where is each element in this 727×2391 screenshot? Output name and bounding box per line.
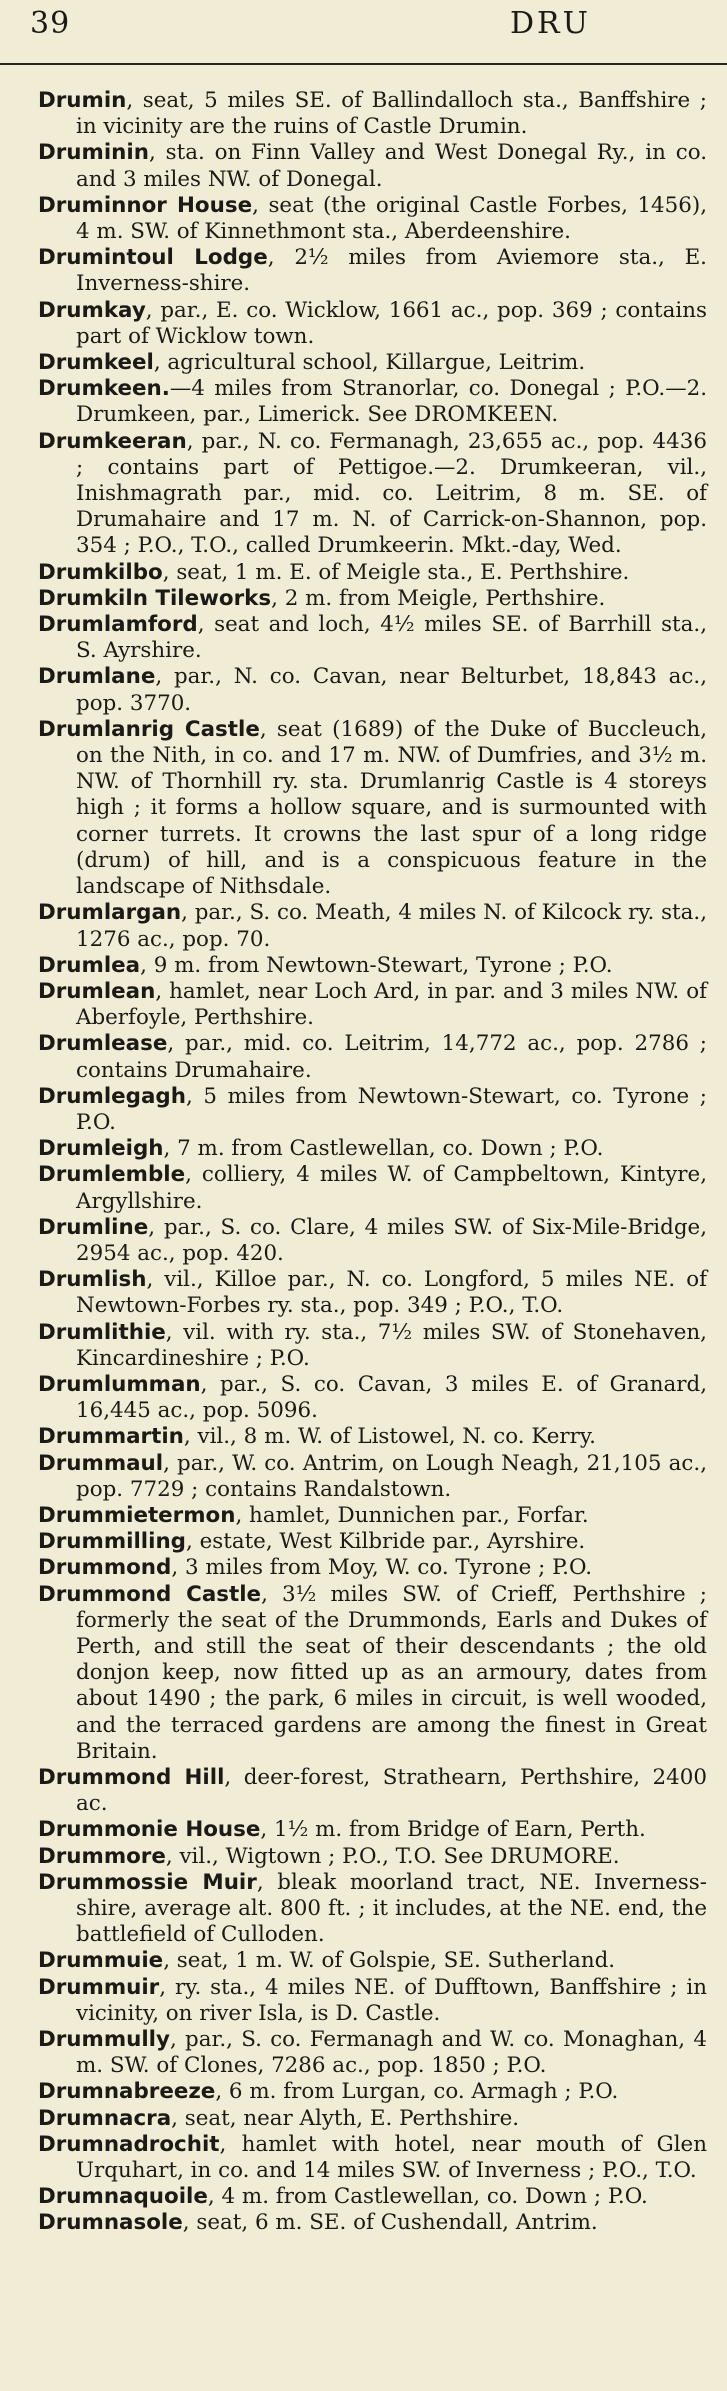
entry-headword: Drummuie bbox=[38, 1948, 164, 1974]
entry-description: , bleak moorland tract, NE. Inverness-shire, average alt. 800 ft. ; it includes, at the NE. end, the battlefield of Culloden. bbox=[76, 1869, 707, 1948]
entry-headword: Drumkeen. bbox=[38, 376, 170, 402]
gazetteer-entry bbox=[38, 953, 707, 979]
entry-headword: Drummilling bbox=[38, 1529, 186, 1555]
gazetteer-entry bbox=[38, 664, 707, 716]
entry-headword: Drumlish bbox=[38, 1267, 147, 1293]
entry-headword: Drumlanrig Castle bbox=[38, 716, 260, 742]
entry-headword: Drumintoul Lodge bbox=[38, 245, 268, 271]
gazetteer-entry bbox=[38, 245, 707, 297]
entry-description: , 9 m. from Newtown-Stewart, Tyrone ; P.O. bbox=[140, 952, 613, 978]
entry-headword: Drumnabreeze bbox=[38, 2079, 216, 2105]
entry-description: , 4 m. from Castlewellan, co. Down ; P.O. bbox=[207, 2184, 648, 2210]
entry-description: , seat, 1 m. W. of Golspie, SE. Sutherland. bbox=[163, 1948, 616, 1974]
running-head: DRU bbox=[510, 6, 591, 41]
entry-list bbox=[38, 88, 707, 2237]
gazetteer-entry bbox=[38, 350, 707, 376]
entry-description: , seat (1689) of the Duke of Buccleuch, on the Nith, in co. and 17 m. NW. of Dumfries, and 3½ m. NW. of Thornhill ry. sta. Drumlanrig Castle is 4 storeys high ; it forms a hollow square, and is surmounted with corner turrets. It crowns the last spur of a long ridge (drum) of hill, and is a conspicuous feature in the landscape of Nithsdale. bbox=[76, 716, 707, 900]
entry-description: , seat and loch, 4½ miles SE. of Barrhill sta., S. Ayrshire. bbox=[76, 612, 707, 664]
header-rule bbox=[0, 63, 727, 65]
entry-headword: Drummaul bbox=[38, 1450, 164, 1476]
entry-headword: Drummonie House bbox=[38, 1817, 261, 1843]
gazetteer-entry bbox=[38, 979, 707, 1031]
entry-description: , par., W. co. Antrim, on Lough Neagh, 21,105 ac., pop. 7729 ; contains Randalstown. bbox=[76, 1450, 707, 1502]
gazetteer-entry bbox=[38, 2184, 707, 2210]
entry-description: , 3½ miles SW. of Crieff, Perthshire ; formerly the seat of the Drummonds, Earls and Dukes of Perth, and still the seat of their descendants ; the old donjon keep, now fitted up as an armoury, dates from about 1490 ; the park, 6 miles in circuit, is well wooded, and the terraced gardens are among the finest in Great Britain. bbox=[76, 1581, 707, 1764]
gazetteer-entry bbox=[38, 2106, 707, 2132]
entry-headword: Drummully bbox=[38, 2027, 170, 2053]
entry-description: , seat (the original Castle Forbes, 1456), 4 m. SW. of Kinnethmont sta., Aberdeenshire. bbox=[76, 192, 707, 245]
entry-description: , seat, 6 m. SE. of Cushendall, Antrim. bbox=[182, 2210, 598, 2236]
entry-description: , par., S. co. Clare, 4 miles SW. of Six-Mile-Bridge, 2954 ac., pop. 420. bbox=[76, 1214, 707, 1266]
entry-description: , seat, 1 m. E. of Meigle sta., E. Perthshire. bbox=[162, 559, 630, 585]
gazetteer-entry bbox=[38, 88, 707, 140]
gazetteer-entry bbox=[38, 2027, 707, 2079]
entry-headword: Drumkay bbox=[38, 297, 146, 323]
gazetteer-entry bbox=[38, 1555, 707, 1581]
page-header bbox=[30, 0, 713, 48]
gazetteer-entry bbox=[38, 612, 707, 664]
gazetteer-entry bbox=[38, 1503, 707, 1529]
entry-description: , deer-forest, Strathearn, Perthshire, 2400 ac. bbox=[76, 1765, 707, 1817]
gazetteer-entry bbox=[38, 1424, 707, 1450]
gazetteer-entry bbox=[38, 140, 707, 192]
entry-description: , par., E. co. Wicklow, 1661 ac., pop. 369 ; contains part of Wicklow town. bbox=[76, 297, 707, 349]
entry-description: , hamlet with hotel, near mouth of Glen Urquhart, in co. and 14 miles SW. of Inverness ; P.O., T.O. bbox=[76, 2131, 707, 2184]
entry-description: , 5 miles from Newtown-Stewart, co. Tyrone ; P.O. bbox=[76, 1083, 707, 1135]
entry-headword: Drumline bbox=[38, 1214, 149, 1240]
entry-headword: Drumkiln Tileworks bbox=[38, 585, 272, 611]
entry-description: , seat, near Alyth, E. Perthshire. bbox=[171, 2105, 520, 2131]
entry-headword: Drumnaquoile bbox=[38, 2184, 208, 2210]
entry-headword: Drumlegagh bbox=[38, 1083, 186, 1109]
entry-description: , par., S. co. Cavan, 3 miles E. of Granard, 16,445 ac., pop. 5096. bbox=[76, 1371, 707, 1424]
gazetteer-entry bbox=[38, 900, 707, 952]
gazetteer-entry bbox=[38, 1844, 707, 1870]
gazetteer-entry bbox=[38, 1320, 707, 1372]
entry-description: , seat, 5 miles SE. of Ballindalloch sta., Banffshire ; in vicinity are the ruins of Castle Drumin. bbox=[76, 88, 707, 140]
gazetteer-entry bbox=[38, 1162, 707, 1214]
entry-headword: Druminnor House bbox=[38, 192, 253, 218]
gazetteer-entry bbox=[38, 2210, 707, 2236]
entry-headword: Drumlea bbox=[38, 952, 141, 978]
page-number: 39 bbox=[30, 6, 71, 41]
entry-headword: Druminin bbox=[38, 140, 149, 166]
entry-headword: Drumlease bbox=[38, 1031, 168, 1057]
entry-description: , hamlet, Dunnichen par., Forfar. bbox=[235, 1502, 589, 1528]
entry-description: , par., S. co. Fermanagh and W. co. Monaghan, 4 m. SW. of Clones, 7286 ac., pop. 1850 ; P.O. bbox=[76, 2027, 707, 2079]
gazetteer-entry bbox=[38, 1215, 707, 1267]
gazetteer-entry bbox=[38, 298, 707, 350]
entry-description: , 2 m. from Meigle, Perthshire. bbox=[271, 585, 606, 611]
gazetteer-entry bbox=[38, 1031, 707, 1083]
entry-headword: Drummond bbox=[38, 1555, 172, 1581]
entry-headword: Drumlamford bbox=[38, 612, 198, 638]
gazetteer-entry bbox=[38, 2132, 707, 2184]
gazetteer-entry bbox=[38, 1870, 707, 1949]
entry-description: , par., mid. co. Leitrim, 14,772 ac., pop. 2786 ; contains Drumahaire. bbox=[76, 1031, 707, 1083]
entry-headword: Drummore bbox=[38, 1843, 166, 1869]
entry-headword: Drummond Castle bbox=[38, 1581, 262, 1607]
entry-headword: Drummartin bbox=[38, 1424, 184, 1450]
gazetteer-entry bbox=[38, 1582, 707, 1765]
entry-headword: Drumlumman bbox=[38, 1371, 201, 1397]
gazetteer-entry bbox=[38, 1136, 707, 1162]
gazetteer-entry bbox=[38, 560, 707, 586]
gazetteer-entry bbox=[38, 1372, 707, 1424]
gazetteer-entry bbox=[38, 1267, 707, 1319]
gazetteer-entry bbox=[38, 586, 707, 612]
entry-description: , par., S. co. Meath, 4 miles N. of Kilcock ry. sta., 1276 ac., pop. 70. bbox=[76, 900, 707, 952]
entry-description: , vil. with ry. sta., 7½ miles SW. of Stonehaven, Kincardineshire ; P.O. bbox=[76, 1319, 707, 1371]
entry-description: , estate, West Kilbride par., Ayrshire. bbox=[185, 1529, 586, 1555]
entry-description: , vil., Killoe par., N. co. Longford, 5 miles NE. of Newtown-Forbes ry. sta., pop. 349 ; P.O., T.O. bbox=[76, 1267, 707, 1319]
entry-headword: Drumlargan bbox=[38, 900, 182, 926]
entry-description: , par., N. co. Fermanagh, 23,655 ac., pop. 4436 ; contains part of Pettigoe.—2. Drumkeeran, vil., Inishmagrath par., mid. co. Leitrim, 8 m. SE. of Drumahaire and 17 m. N. of Carrick-on-Shannon, pop. 354 ; P.O., T.O., called Drumkeerin. Mkt.-day, Wed. bbox=[76, 428, 707, 559]
gazetteer-entry bbox=[38, 376, 707, 428]
entry-headword: Drummietermon bbox=[38, 1502, 236, 1528]
gazetteer-entry bbox=[38, 2079, 707, 2105]
entry-headword: Drumnadrochit bbox=[38, 2131, 220, 2157]
entry-headword: Drumlithie bbox=[38, 1319, 166, 1345]
entry-headword: Drumlemble bbox=[38, 1162, 186, 1188]
gazetteer-entry bbox=[38, 429, 707, 560]
gazetteer-entry bbox=[38, 193, 707, 245]
gazetteer-entry bbox=[38, 1084, 707, 1136]
entry-description: , sta. on Finn Valley and West Donegal Ry., in co. and 3 miles NW. of Donegal. bbox=[76, 140, 707, 192]
entry-description: , 6 m. from Lurgan, co. Armagh ; P.O. bbox=[215, 2079, 619, 2105]
entry-headword: Drumnacra bbox=[38, 2105, 172, 2131]
gazetteer-entry bbox=[38, 1975, 707, 2027]
entry-headword: Drumleigh bbox=[38, 1136, 164, 1162]
gazetteer-entry bbox=[38, 1451, 707, 1503]
entry-headword: Drummond Hill bbox=[38, 1765, 225, 1790]
entry-description: , 3 miles from Moy, W. co. Tyrone ; P.O. bbox=[171, 1555, 593, 1581]
entry-description: , vil., Wigtown ; P.O., T.O. See DRUMORE. bbox=[165, 1843, 620, 1869]
entry-headword: Drumkeel bbox=[38, 350, 154, 376]
entry-description: —4 miles from Stranorlar, co. Donegal ; P.O.—2. Drumkeen, par., Limerick. See DROMKEEN. bbox=[76, 376, 707, 428]
entry-description: , 1½ m. from Bridge of Earn, Perth. bbox=[260, 1817, 646, 1843]
entry-description: , 7 m. from Castlewellan, co. Down ; P.O. bbox=[163, 1136, 604, 1162]
entry-description: , vil., 8 m. W. of Listowel, N. co. Kerry. bbox=[183, 1424, 596, 1450]
gazetteer-entry bbox=[38, 1948, 707, 1974]
gazetteer-entry bbox=[38, 1529, 707, 1555]
entry-description: , par., N. co. Cavan, near Belturbet, 18,843 ac., pop. 3770. bbox=[76, 664, 707, 716]
entry-description: , 2½ miles from Aviemore sta., E. Inverness-shire. bbox=[76, 245, 707, 297]
gazetteer-entry bbox=[38, 1765, 707, 1817]
entry-description: , colliery, 4 miles W. of Campbeltown, Kintyre, Argyllshire. bbox=[76, 1162, 707, 1214]
entry-description: , ry. sta., 4 miles NE. of Dufftown, Banffshire ; in vicinity, on river Isla, is D. Castle. bbox=[76, 1974, 707, 2026]
entry-description: , hamlet, near Loch Ard, in par. and 3 miles NW. of Aberfoyle, Perthshire. bbox=[76, 978, 707, 1031]
entry-headword: Drumkilbo bbox=[38, 559, 163, 585]
entry-headword: Drumlane bbox=[38, 664, 156, 690]
entry-headword: Drummossie Muir bbox=[38, 1869, 257, 1895]
entry-headword: Drumkeeran bbox=[38, 428, 187, 454]
entry-headword: Drumin bbox=[38, 88, 127, 113]
entry-headword: Drumlean bbox=[38, 978, 156, 1004]
entry-headword: Drumnasole bbox=[38, 2210, 183, 2236]
entry-description: , agricultural school, Killargue, Leitrim. bbox=[153, 350, 586, 376]
gazetteer-entry bbox=[38, 1817, 707, 1843]
gazetteer-entry bbox=[38, 717, 707, 900]
entry-headword: Drummuir bbox=[38, 1974, 160, 2000]
